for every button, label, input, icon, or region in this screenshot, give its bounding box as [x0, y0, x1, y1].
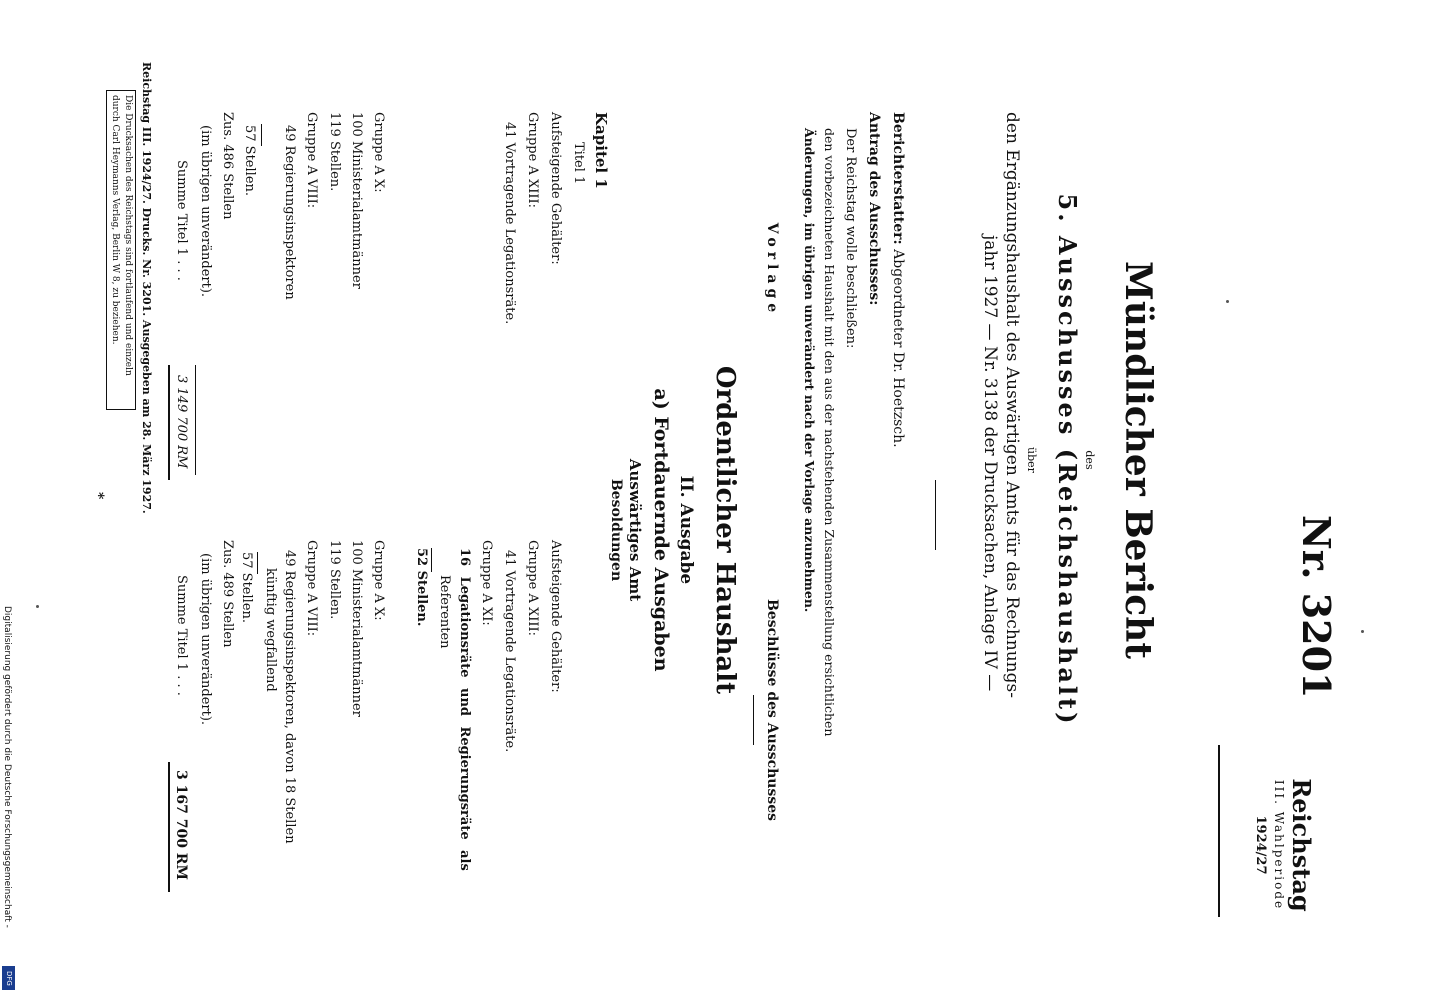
right-stellen-57: 57 Stellen. [239, 552, 254, 624]
right-unveraendert: (im übrigen unverändert). [198, 553, 213, 726]
wahlperiode-label: III. Wahlperiode [1272, 779, 1286, 911]
motion-line-1: Der Reichstag wolle beschließen: [843, 128, 858, 349]
motion-label: Antrag des Ausschusses: [866, 112, 882, 306]
section-auswaertiges-amt: Auswärtiges Amt [626, 458, 644, 602]
right-legationsraete: 41 Vortragende Legationsräte. [502, 550, 517, 753]
right-zusammen-489: Zus. 489 Stellen [220, 540, 235, 648]
document-number: Nr. 3201 [1294, 515, 1339, 699]
left-unveraendert: (im übrigen unverändert). [198, 125, 213, 298]
footer-asterisk: * [90, 492, 106, 500]
motion-line-2: den vorbezeichneten Haushalt mit den aus der nachstehenden Zusammenstellung ersichtlichen [822, 128, 837, 737]
left-gruppe-xiii: Gruppe A XIII: [525, 112, 540, 209]
right-stellen-119: 119 Stellen. [327, 540, 342, 620]
left-ministerialamtmaenner: 100 Ministerialamtmänner [349, 112, 364, 289]
left-gruppe-viii: Gruppe A VIII: [304, 112, 319, 209]
right-aufsteigende-gehaelter: Aufsteigende Gehälter: [548, 540, 563, 693]
left-legationsraete: 41 Vortragende Legationsräte. [502, 122, 517, 325]
left-aufsteigende-gehaelter: Aufsteigende Gehälter: [548, 112, 563, 265]
dfg-logo: DFG [2, 966, 15, 990]
right-referenten: Referenten [437, 575, 452, 649]
committee-title: 5. Ausschusses (Reichshaushalt) [1053, 193, 1082, 727]
period-years: 1924/27 [1253, 815, 1268, 875]
right-summe-titel: Summe Titel 1 . . . [174, 575, 189, 696]
reichstag-label: Reichstag [1287, 778, 1316, 912]
right-sum-underline [168, 762, 170, 892]
left-kapitel: Kapitel 1 [592, 112, 610, 189]
footer-imprint: Reichstag III. 1924/27. Drucks. Nr. 3201. Ausgegeben am 28. März 1927. [140, 62, 153, 514]
left-sum-underline [168, 365, 170, 480]
footer-box-line-2: durch Carl Heymanns Verlag, Berlin W 8, zu beziehen. [110, 95, 120, 345]
left-sum-line-stellen [261, 124, 262, 146]
reporter-label: Berichterstatter: [890, 112, 906, 245]
right-ministerialamtmaenner: 100 Ministerialamtmänner [349, 540, 364, 717]
section-ordentlicher-haushalt: Ordentlicher Haushalt [710, 365, 740, 695]
right-sum-line-52 [431, 548, 432, 572]
right-kuenftig-wegfallend: künftig wegfallend [263, 568, 278, 692]
left-stellen-119: 119 Stellen. [327, 112, 342, 192]
left-titel: Titel 1 [571, 142, 586, 185]
reporter-line [890, 112, 906, 448]
column-heading-beschluesse: Beschlüsse des Ausschusses [764, 598, 780, 822]
right-gruppe-xi: Gruppe A XI: [479, 540, 494, 626]
left-stellen-57: 57 Stellen. [242, 125, 257, 197]
left-summe-value: 3 149 700 RM [174, 375, 189, 469]
right-sum-line-57 [257, 552, 258, 574]
left-gruppe-x: Gruppe A X: [371, 112, 386, 193]
left-summe-titel: Summe Titel 1 . . . [174, 160, 189, 281]
right-gruppe-viii: Gruppe A VIII: [304, 540, 319, 637]
left-regierungsinspektoren: 49 Regierungsinspektoren [282, 125, 297, 300]
right-legationsraete-referenten: 16 Legationsräte und Regierungsräte als [457, 548, 472, 871]
right-gruppe-x: Gruppe A X: [371, 540, 386, 621]
left-sum-rule [195, 365, 196, 475]
right-stellen-52: 52 Stellen. [414, 548, 429, 627]
reporter-name: Abgeordneter Dr. Hoetzsch. [890, 249, 906, 448]
right-regierungsinspektoren: 49 Regierungsinspektoren, davon 18 Stellen [282, 550, 297, 844]
footer-box-line-1: Die Drucksachen des Reichstags sind fortlaufend und einzeln [123, 95, 133, 376]
section-besoldungen: Besoldungen [608, 478, 624, 582]
report-title: Mündlicher Bericht [1117, 261, 1159, 659]
title-des: des [1083, 450, 1096, 470]
section-fortdauernde-ausgaben: a) Fortdauernde Ausgaben [650, 388, 672, 672]
section-ausgabe: II. Ausgabe [676, 475, 696, 585]
scan-speck [36, 605, 39, 608]
right-gruppe-xiii: Gruppe A XIII: [525, 540, 540, 637]
title-ueber: über [1025, 447, 1038, 473]
footer-distribution-box [106, 90, 136, 410]
left-zusammen-486: Zus. 486 Stellen [220, 112, 235, 220]
column-heading-vorlage: Vorlage [764, 222, 780, 318]
motion-line-3: Änderungen, im übrigen unverändert nach der Vorlage anzunehmen. [802, 128, 817, 613]
credit-text: Digitalisierung gefördert durch die Deutsche Forschungsgemeinschaft - [2, 606, 12, 928]
title-divider [935, 480, 936, 550]
subject-line-1: den Ergänzungshaushalt des Auswärtigen Amts für das Rechnungs- [1002, 112, 1022, 698]
column-heading-underline [753, 695, 754, 745]
scan-speck [1361, 630, 1364, 633]
digitization-credit [0, 0, 18, 1000]
subject-line-2: jahr 1927 — Nr. 3138 der Drucksachen, Anlage IV — [980, 235, 1000, 692]
right-summe-value: 3 167 700 RM [173, 770, 189, 880]
header-rule [1218, 745, 1220, 917]
scan-speck [1226, 300, 1229, 303]
